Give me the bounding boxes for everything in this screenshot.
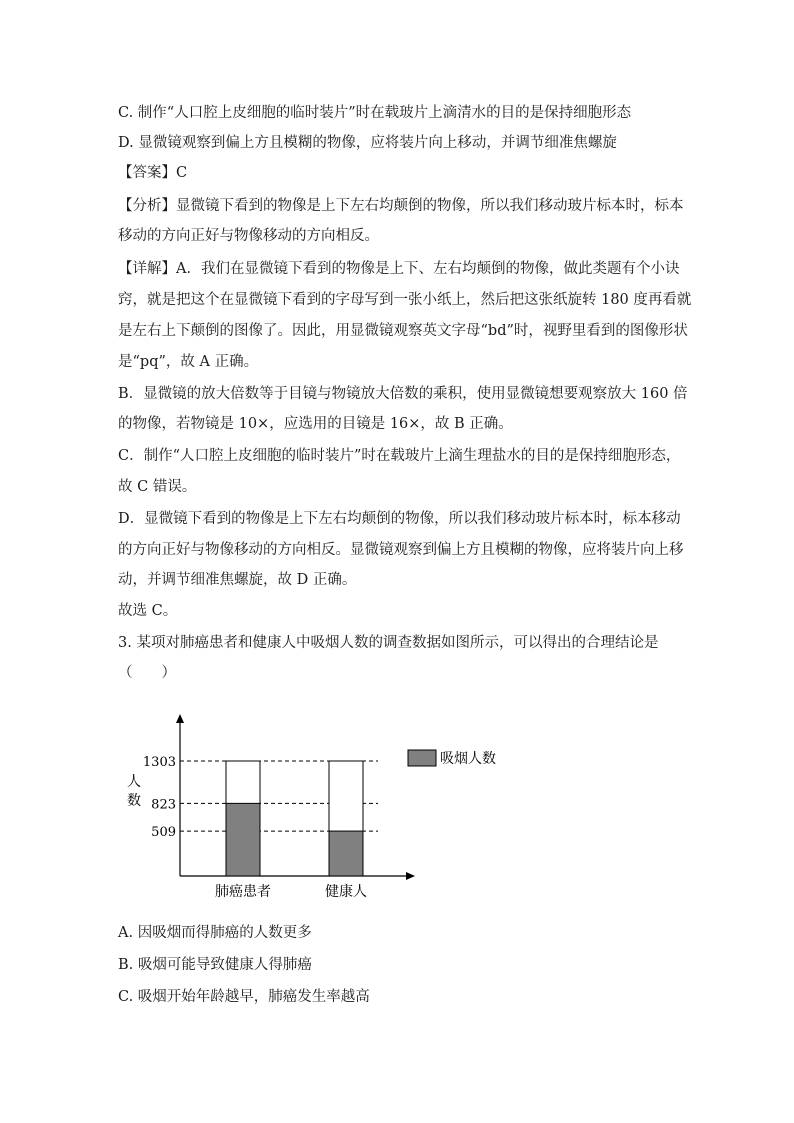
- text-line: 的方向正好与物像移动的方向相反。显微镜观察到偏上方且模糊的物像，应将装片向上移: [118, 542, 684, 558]
- option-b: B. 吸烟可能导致健康人得肺癌: [118, 957, 312, 973]
- y-axis-label: 数: [127, 793, 141, 809]
- text-line: 是左右上下颠倒的图像了。因此，用显微镜观察英文字母“bd”时，视野里看到的图像形状: [118, 323, 688, 339]
- text-line: B．显微镜的放大倍数等于目镜与物镜放大倍数的乘积，使用显微镜想要观察放大 160 倍: [118, 386, 688, 402]
- text-line: C. 制作“人口腔上皮细胞的临时装片”时在载玻片上滴清水的目的是保持细胞形态: [118, 105, 632, 121]
- bar-smokers: [329, 831, 363, 876]
- text-line: 窍，就是把这个在显微镜下看到的字母写到一张小纸上，然后把这张纸旋转 180 度再看就: [118, 292, 692, 308]
- x-axis-arrow: [406, 872, 415, 880]
- text-line: 移动的方向正好与物像移动的方向相反。: [118, 228, 379, 244]
- y-axis-arrow: [176, 714, 184, 723]
- text-line: C．制作“人口腔上皮细胞的临时装片”时在载玻片上滴生理盐水的目的是保持细胞形态，: [118, 448, 681, 464]
- text-line: 动，并调节细准焦螺旋，故 D 正确。: [118, 572, 357, 588]
- y-tick-label: 1303: [142, 755, 176, 770]
- y-axis-label: 人: [127, 774, 141, 790]
- bar-chart: [118, 712, 558, 912]
- question-stem: 3. 某项对肺癌患者和健康人中吸烟人数的调查数据如图所示，可以得出的合理结论是: [118, 635, 659, 651]
- option-c: C. 吸烟开始年龄越早，肺癌发生率越高: [118, 989, 370, 1005]
- x-tick-label: 肺癌患者: [215, 884, 271, 900]
- x-tick-label: 健康人: [325, 884, 367, 900]
- answer-line: 【答案】C: [118, 165, 188, 181]
- smoking-chart: [118, 712, 558, 912]
- bar-smokers: [226, 803, 260, 876]
- analysis-line: 【分析】显微镜下看到的物像是上下左右均颠倒的物像，所以我们移动玻片标本时，标本: [118, 198, 684, 214]
- text-line: 是“pq”，故 A 正确。: [118, 354, 259, 370]
- y-tick-label: 823: [151, 797, 176, 813]
- detail-line: 【详解】A．我们在显微镜下看到的物像是上下、左右均颠倒的物像，做此类题有个小诀: [118, 261, 680, 277]
- y-tick-label: 509: [151, 825, 176, 841]
- legend-swatch: [408, 750, 436, 766]
- text-line: 故 C 错误。: [118, 479, 197, 495]
- option-a: A. 因吸烟而得肺癌的人数更多: [118, 925, 312, 941]
- question-blank: （ ）: [118, 665, 176, 681]
- text-line: D. 显微镜观察到偏上方且模糊的物像，应将装片向上移动，并调节细准焦螺旋: [118, 135, 617, 151]
- legend-label: 吸烟人数: [440, 751, 496, 767]
- text-line: D．显微镜下看到的物像是上下左右均颠倒的物像，所以我们移动玻片标本时，标本移动: [118, 511, 681, 527]
- conclusion-line: 故选 C。: [118, 603, 178, 619]
- text-line: 的物像，若物镜是 10×，应选用的目镜是 16×，故 B 正确。: [118, 416, 513, 432]
